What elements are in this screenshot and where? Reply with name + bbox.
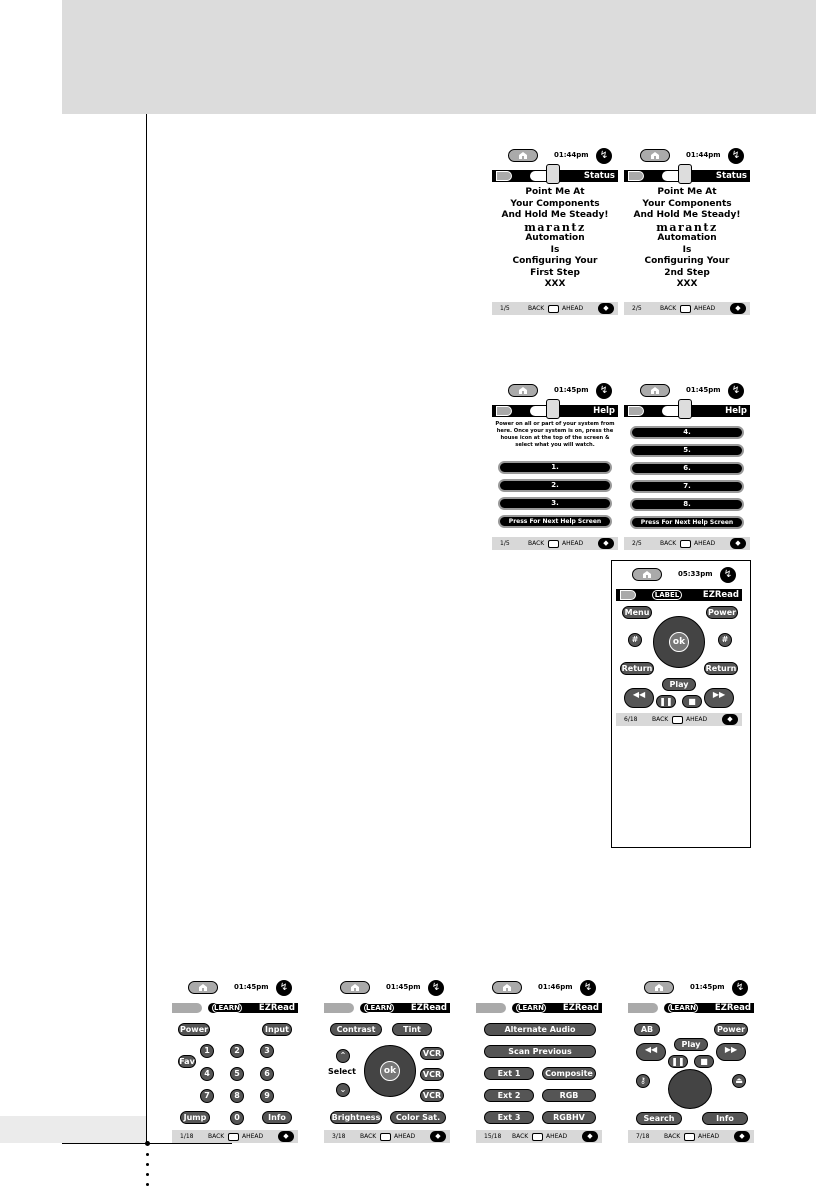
back-button[interactable]: BACK: [528, 305, 545, 312]
info-button[interactable]: Info: [702, 1112, 748, 1125]
status-line: XXX: [676, 279, 698, 289]
brand-logo: marantz: [524, 220, 586, 234]
hash-left-button[interactable]: #: [628, 633, 642, 647]
menu-button[interactable]: Menu: [622, 606, 652, 619]
home-button[interactable]: [644, 981, 674, 994]
help-screen-2: [624, 378, 750, 550]
footer-dot: [146, 1153, 149, 1156]
footer-bar: [492, 302, 618, 315]
vcr-button-2[interactable]: VCR: [420, 1068, 444, 1081]
home-icon: [650, 151, 660, 160]
help-item[interactable]: 4.: [630, 426, 744, 439]
ahead-button[interactable]: AHEAD: [242, 1133, 264, 1140]
home-icon: [642, 570, 652, 579]
status-line: Automation: [657, 233, 717, 243]
screen-icon: [680, 540, 691, 548]
menu-tab[interactable]: [628, 1003, 658, 1013]
arrows-icon[interactable]: ◆: [730, 303, 746, 314]
play-button[interactable]: Play: [662, 678, 696, 691]
ahead-button[interactable]: AHEAD: [394, 1133, 416, 1140]
back-button[interactable]: BACK: [664, 1133, 681, 1140]
screen-title: EZRead: [702, 590, 739, 600]
arrows-icon[interactable]: ◆: [598, 303, 614, 314]
clock: 01:45pm: [554, 386, 589, 394]
status-screen-2: [624, 143, 750, 315]
tint-button[interactable]: Tint: [392, 1023, 432, 1036]
menu-icon[interactable]: [628, 171, 644, 181]
home-button[interactable]: [340, 981, 370, 994]
arrows-icon[interactable]: ◆: [722, 714, 738, 725]
lightning-icon[interactable]: ↯: [596, 383, 612, 399]
arrows-icon[interactable]: ◆: [730, 538, 746, 549]
clock: 01:44pm: [554, 151, 589, 159]
clock: 01:46pm: [538, 983, 573, 991]
home-icon: [654, 983, 664, 992]
mode-pill[interactable]: LEARN: [668, 1003, 698, 1013]
screen-icon: [672, 716, 683, 724]
back-button[interactable]: BACK: [360, 1133, 377, 1140]
page-counter: 1/5: [500, 305, 510, 312]
status-line: Is: [550, 244, 560, 255]
page-counter: 1/18: [180, 1133, 194, 1140]
ahead-button[interactable]: AHEAD: [562, 540, 584, 547]
screen-title: Status: [583, 171, 615, 181]
menu-icon[interactable]: [496, 406, 512, 416]
play-button[interactable]: Play: [674, 1038, 708, 1051]
learn-screen-transport: [628, 975, 754, 1143]
status-line: Is: [682, 244, 692, 255]
number-button[interactable]: 9: [260, 1089, 274, 1103]
help-item[interactable]: 1.: [498, 461, 612, 474]
page-header-band: [62, 0, 816, 114]
select-label: Select: [328, 1067, 356, 1076]
status-line: Automation: [525, 233, 585, 243]
ab-button[interactable]: AB: [634, 1023, 660, 1036]
screen-icon: [680, 305, 691, 313]
number-button[interactable]: 8: [230, 1089, 244, 1103]
learn-screen-picture: [324, 975, 450, 1143]
home-icon: [518, 151, 528, 160]
help-item[interactable]: 8.: [630, 498, 744, 511]
lightning-icon[interactable]: ↯: [276, 980, 292, 996]
footer-bar: [616, 713, 742, 726]
status-line: And Hold Me Steady!: [501, 210, 609, 220]
ext2-button[interactable]: Ext 2: [484, 1089, 534, 1102]
lightning-icon[interactable]: ↯: [580, 980, 596, 996]
screen-title: Status: [715, 171, 747, 181]
screen-title: EZRead: [410, 1003, 447, 1013]
power-button[interactable]: Power: [714, 1023, 748, 1036]
fastforward-button[interactable]: ▶▶: [704, 688, 734, 708]
page-counter: 2/5: [632, 540, 642, 547]
help-screen-1: [492, 378, 618, 550]
ahead-button[interactable]: AHEAD: [562, 305, 584, 312]
stop-button[interactable]: ■: [682, 695, 702, 708]
screen-icon: [380, 1133, 391, 1141]
clock: 01:44pm: [686, 151, 721, 159]
page-tab: [0, 1116, 146, 1143]
clock: 01:45pm: [234, 983, 269, 991]
device-icon: [678, 164, 692, 184]
brightness-button[interactable]: Brightness: [331, 1113, 381, 1122]
menu-icon[interactable]: [620, 590, 636, 600]
back-button[interactable]: BACK: [528, 540, 545, 547]
vcr-button-1[interactable]: VCR: [420, 1047, 444, 1060]
home-icon: [650, 386, 660, 395]
next-help-button[interactable]: Press For Next Help Screen: [630, 516, 744, 529]
status-line: Configuring Your: [644, 256, 730, 266]
footer-dot: [146, 1163, 149, 1166]
lightning-icon[interactable]: ↯: [428, 980, 444, 996]
footer-dot: [146, 1173, 149, 1176]
ext3-button[interactable]: Ext 3: [484, 1111, 534, 1124]
screen-icon: [684, 1133, 695, 1141]
status-line: XXX: [544, 279, 566, 289]
lightning-icon[interactable]: ↯: [596, 148, 612, 164]
ext1-button[interactable]: Ext 1: [484, 1067, 534, 1080]
device-icon: [546, 399, 560, 419]
home-button[interactable]: [632, 568, 662, 581]
composite-button[interactable]: Composite: [542, 1067, 596, 1080]
menu-icon[interactable]: [628, 406, 644, 416]
eject-icon[interactable]: ⏏: [732, 1074, 746, 1088]
clock: 05:33pm: [678, 570, 713, 578]
rewind-button[interactable]: ◀◀: [636, 1043, 666, 1061]
key-icon[interactable]: ⚷: [636, 1074, 650, 1088]
vcr-button-3[interactable]: VCR: [420, 1089, 444, 1102]
home-icon: [502, 983, 512, 992]
learn-screen-inputs: [476, 975, 602, 1143]
alternate-audio-button[interactable]: Alternate Audio: [484, 1023, 596, 1036]
return-left-button[interactable]: Return: [621, 664, 653, 673]
ahead-button[interactable]: AHEAD: [698, 1133, 720, 1140]
title-bar: [624, 170, 750, 182]
ok-button[interactable]: ok: [380, 1061, 400, 1081]
status-screen-1: [492, 143, 618, 315]
number-button[interactable]: 4: [200, 1067, 214, 1081]
screen-title: EZRead: [562, 1003, 599, 1013]
home-button[interactable]: [508, 149, 538, 162]
return-right-button[interactable]: Return: [705, 664, 737, 673]
mode-pill[interactable]: LEARN: [516, 1003, 546, 1013]
help-item[interactable]: 7.: [630, 480, 744, 493]
device-icon: [546, 164, 560, 184]
status-line: Configuring Your: [512, 256, 598, 266]
number-button[interactable]: 7: [200, 1089, 214, 1103]
fav-button[interactable]: Fav: [179, 1057, 195, 1066]
menu-tab[interactable]: [476, 1003, 506, 1013]
home-icon: [518, 386, 528, 395]
status-line: Your Components: [642, 198, 732, 209]
footer-bar: [628, 1130, 754, 1143]
home-button[interactable]: [508, 384, 538, 397]
rewind-button[interactable]: ◀◀: [624, 688, 654, 708]
back-button[interactable]: BACK: [652, 716, 669, 723]
page-counter: 7/18: [636, 1133, 650, 1140]
number-button[interactable]: 0: [230, 1111, 244, 1125]
home-button[interactable]: [492, 981, 522, 994]
page-counter: 3/18: [332, 1133, 346, 1140]
rgb-button[interactable]: RGB: [542, 1089, 596, 1102]
stop-button[interactable]: ■: [694, 1055, 714, 1068]
direction-pad[interactable]: [668, 1069, 712, 1109]
status-line: Your Components: [510, 198, 600, 209]
mode-pill[interactable]: LEARN: [364, 1003, 394, 1013]
jump-button[interactable]: Jump: [180, 1111, 210, 1124]
number-button[interactable]: 6: [260, 1067, 274, 1081]
home-button[interactable]: [640, 149, 670, 162]
ahead-button[interactable]: AHEAD: [546, 1133, 568, 1140]
hash-right-button[interactable]: #: [718, 633, 732, 647]
home-button[interactable]: [188, 981, 218, 994]
select-down-button[interactable]: ⌄: [336, 1083, 350, 1097]
menu-tab[interactable]: [172, 1003, 202, 1013]
help-item[interactable]: 6.: [630, 462, 744, 475]
rgbhv-button[interactable]: RGBHV: [542, 1111, 596, 1124]
back-button[interactable]: BACK: [512, 1133, 529, 1140]
direction-pad[interactable]: [653, 616, 705, 668]
pause-button[interactable]: ❚❚: [656, 695, 676, 708]
title-bar: [492, 170, 618, 182]
arrows-icon[interactable]: ◆: [278, 1131, 294, 1142]
lightning-icon[interactable]: ↯: [728, 148, 744, 164]
number-button[interactable]: 1: [200, 1044, 214, 1058]
next-help-button[interactable]: Press For Next Help Screen: [498, 515, 612, 528]
clock: 01:45pm: [386, 983, 421, 991]
status-line: Point Me At: [525, 187, 585, 197]
screen-icon: [228, 1133, 239, 1141]
title-bar: [628, 1002, 754, 1014]
scan-previous-button[interactable]: Scan Previous: [484, 1045, 596, 1058]
power-button[interactable]: Power: [707, 608, 737, 617]
arrows-icon[interactable]: ◆: [582, 1131, 598, 1142]
power-button[interactable]: Power: [179, 1025, 209, 1034]
title-bar: [624, 405, 750, 417]
screen-title: Help: [725, 406, 747, 416]
fastforward-button[interactable]: ▶▶: [716, 1043, 746, 1061]
direction-pad[interactable]: [364, 1045, 416, 1097]
help-text: Power on all or part of your system from here. Once your system is on, press the house icon at the top of the screen & select what you will watch.: [495, 421, 615, 448]
pause-button[interactable]: ❚❚: [668, 1055, 688, 1068]
ahead-button[interactable]: AHEAD: [694, 540, 716, 547]
footer-dot: [145, 1141, 150, 1146]
arrows-icon[interactable]: ◆: [430, 1131, 446, 1142]
page-counter: 6/18: [624, 716, 638, 723]
clock: 01:45pm: [690, 983, 725, 991]
contrast-button[interactable]: Contrast: [330, 1023, 382, 1036]
menu-icon[interactable]: [496, 171, 512, 181]
ahead-button[interactable]: AHEAD: [694, 305, 716, 312]
footer-bar: [476, 1130, 602, 1143]
arrows-icon[interactable]: ◆: [734, 1131, 750, 1142]
footer-bar: [492, 537, 618, 550]
brand-logo: marantz: [656, 220, 718, 234]
arrows-icon[interactable]: ◆: [598, 538, 614, 549]
clock: 01:45pm: [686, 386, 721, 394]
title-bar: [616, 589, 742, 601]
screen-title: EZRead: [714, 1003, 751, 1013]
page-counter: 2/5: [632, 305, 642, 312]
footer-bar: [624, 537, 750, 550]
lightning-icon[interactable]: ↯: [728, 383, 744, 399]
label-screen: [616, 562, 742, 734]
home-icon: [350, 983, 360, 992]
menu-tab[interactable]: [324, 1003, 354, 1013]
help-item[interactable]: 5.: [630, 444, 744, 457]
screen-icon: [548, 305, 559, 313]
select-up-button[interactable]: ⌃: [336, 1049, 350, 1063]
status-line: 2nd Step: [664, 267, 710, 278]
number-button[interactable]: 3: [260, 1044, 274, 1058]
page-counter: 1/5: [500, 540, 510, 547]
status-line: Point Me At: [657, 187, 717, 197]
status-line: First Step: [530, 267, 580, 278]
ahead-button[interactable]: AHEAD: [686, 716, 708, 723]
back-button[interactable]: BACK: [660, 305, 677, 312]
back-button[interactable]: BACK: [208, 1133, 225, 1140]
home-icon: [198, 983, 208, 992]
input-button[interactable]: Input: [262, 1023, 292, 1036]
color-sat-button[interactable]: Color Sat.: [390, 1111, 446, 1124]
title-bar: [476, 1002, 602, 1014]
device-icon: [678, 399, 692, 419]
title-bar: [324, 1002, 450, 1014]
mode-pill[interactable]: LEARN: [212, 1003, 242, 1013]
back-button[interactable]: BACK: [660, 540, 677, 547]
status-line: And Hold Me Steady!: [633, 210, 741, 220]
title-bar: [492, 405, 618, 417]
footer-bar: [624, 302, 750, 315]
number-button[interactable]: 2: [230, 1044, 244, 1058]
lightning-icon[interactable]: ↯: [732, 980, 748, 996]
search-button[interactable]: Search: [636, 1112, 682, 1125]
mode-pill[interactable]: LABEL: [652, 590, 682, 600]
screen-title: EZRead: [258, 1003, 295, 1013]
footer-bar: [172, 1130, 298, 1143]
screen-icon: [532, 1133, 543, 1141]
footer-dot: [146, 1183, 149, 1186]
screen-icon: [548, 540, 559, 548]
footer-bar: [324, 1130, 450, 1143]
number-button[interactable]: 5: [230, 1067, 244, 1081]
page-counter: 15/18: [484, 1133, 502, 1140]
help-item[interactable]: 2.: [498, 479, 612, 492]
help-item[interactable]: 3.: [498, 497, 612, 510]
ok-button[interactable]: ok: [669, 632, 689, 652]
screen-title: Help: [593, 406, 615, 416]
margin-rule: [146, 114, 147, 1144]
info-button[interactable]: Info: [262, 1111, 292, 1124]
home-button[interactable]: [640, 384, 670, 397]
title-bar: [172, 1002, 298, 1014]
learn-screen-numbers: [172, 975, 298, 1143]
lightning-icon[interactable]: ↯: [720, 567, 736, 583]
